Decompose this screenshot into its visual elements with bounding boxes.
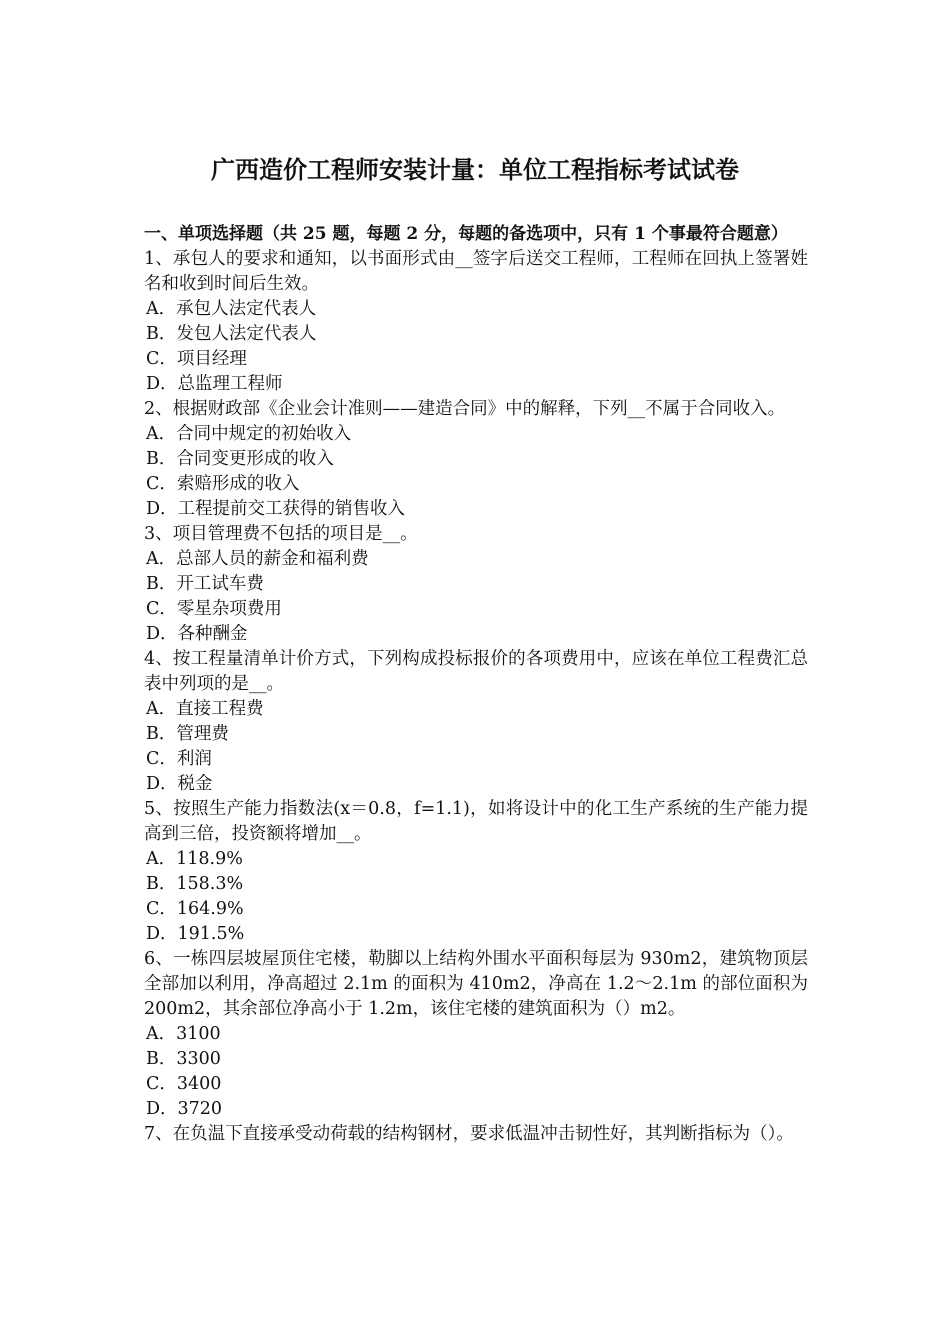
question-text: 7、在负温下直接承受动荷载的结构钢材，要求低温冲击韧性好，其判断指标为（）。 (144, 1124, 794, 1144)
option-letter: D． (146, 774, 178, 794)
option-text: 税金 (177, 774, 213, 794)
option-letter: B． (146, 874, 177, 894)
option-b (144, 722, 808, 747)
option-d (144, 372, 808, 397)
option-a (144, 697, 808, 722)
option-a (144, 547, 808, 572)
option-letter: B． (146, 724, 177, 744)
question-text: 6、一栋四层坡屋顶住宅楼，勒脚以上结构外围水平面积每层为 930m2，建筑物顶层全部加以利用，净高超过 2.1m 的面积为 410m2，净高在 1.2～2.1m 的部位面积为 200m2，其余部位净高小于 1.2m，该住宅楼的建筑面积为（）m2。 (144, 949, 808, 1019)
option-d (144, 1097, 808, 1122)
question-5 (144, 797, 808, 947)
option-c (144, 597, 808, 622)
option-b (144, 322, 808, 347)
option-a (144, 847, 808, 872)
option-text: 164.9% (176, 899, 244, 919)
option-letter: A． (146, 849, 177, 869)
question-2 (144, 397, 808, 522)
document-body (144, 222, 808, 1147)
option-text: 总监理工程师 (177, 374, 283, 394)
option-letter: D． (146, 499, 178, 519)
option-text: 191.5% (177, 924, 245, 944)
option-text: 总部人员的薪金和福利费 (176, 549, 369, 569)
option-text: 3400 (176, 1074, 222, 1094)
option-letter: A． (146, 424, 177, 444)
option-text: 承包人法定代表人 (176, 299, 317, 319)
question-text: 2、根据财政部《企业会计准则——建造合同》中的解释，下列__不属于合同收入。 (144, 399, 786, 419)
option-c (144, 347, 808, 372)
option-text: 118.9% (176, 849, 243, 869)
page-title: 广西造价工程师安装计量：单位工程指标考试试卷 (211, 155, 739, 184)
option-text: 开工试车费 (176, 574, 264, 594)
option-text: 直接工程费 (176, 699, 264, 719)
option-text: 零星杂项费用 (176, 599, 282, 619)
option-text: 利润 (176, 749, 212, 769)
option-letter: B． (146, 574, 177, 594)
question-text: 4、按工程量清单计价方式，下列构成投标报价的各项费用中，应该在单位工程费汇总表中列项的是__。 (144, 649, 808, 694)
option-letter: A． (146, 299, 177, 319)
option-c (144, 897, 808, 922)
option-b (144, 447, 808, 472)
option-text: 工程提前交工获得的销售收入 (177, 499, 406, 519)
option-b (144, 872, 808, 897)
option-letter: B． (146, 324, 177, 344)
option-letter: D． (146, 1099, 178, 1119)
option-a (144, 422, 808, 447)
question-6 (144, 947, 808, 1122)
option-a (144, 1022, 808, 1047)
option-text: 3300 (176, 1049, 221, 1069)
option-d (144, 497, 808, 522)
option-c (144, 1072, 808, 1097)
option-text: 发包人法定代表人 (176, 324, 317, 344)
option-letter: A． (146, 1024, 177, 1044)
option-d (144, 772, 808, 797)
option-letter: D． (146, 374, 178, 394)
option-letter: C． (146, 349, 177, 369)
option-letter: C． (146, 599, 177, 619)
option-text: 3100 (176, 1024, 221, 1044)
option-letter: D． (146, 924, 178, 944)
option-b (144, 572, 808, 597)
question-text: 5、按照生产能力指数法(x＝0.8，f=1.1)，如将设计中的化工生产系统的生产能力提高到三倍，投资额将增加__。 (144, 799, 808, 844)
question-text: 1、承包人的要求和通知，以书面形式由__签字后送交工程师，工程师在回执上签署姓名和收到时间后生效。 (144, 249, 808, 294)
option-letter: A． (146, 699, 177, 719)
option-text: 管理费 (176, 724, 229, 744)
option-letter: A． (146, 549, 177, 569)
section-heading: 一、单项选择题（共 25 题，每题 2 分，每题的备选项中，只有 1 个事最符合题意） (144, 224, 788, 244)
option-text: 158.3% (176, 874, 244, 894)
option-letter: D． (146, 624, 178, 644)
question-7 (144, 1122, 808, 1147)
option-text: 合同变更形成的收入 (176, 449, 334, 469)
option-text: 索赔形成的收入 (176, 474, 300, 494)
option-letter: C． (146, 749, 177, 769)
option-d (144, 622, 808, 647)
option-text: 合同中规定的初始收入 (176, 424, 352, 444)
option-text: 3720 (177, 1099, 223, 1119)
option-text: 项目经理 (176, 349, 247, 369)
question-3 (144, 522, 808, 647)
option-b (144, 1047, 808, 1072)
option-c (144, 747, 808, 772)
option-text: 各种酬金 (177, 624, 248, 644)
question-text: 3、项目管理费不包括的项目是__。 (144, 524, 418, 544)
option-letter: B． (146, 1049, 177, 1069)
option-letter: B． (146, 449, 177, 469)
option-c (144, 472, 808, 497)
option-d (144, 922, 808, 947)
option-letter: C． (146, 1074, 177, 1094)
option-letter: C． (146, 474, 177, 494)
question-1 (144, 247, 808, 397)
option-letter: C． (146, 899, 177, 919)
option-a (144, 297, 808, 322)
question-4 (144, 647, 808, 797)
